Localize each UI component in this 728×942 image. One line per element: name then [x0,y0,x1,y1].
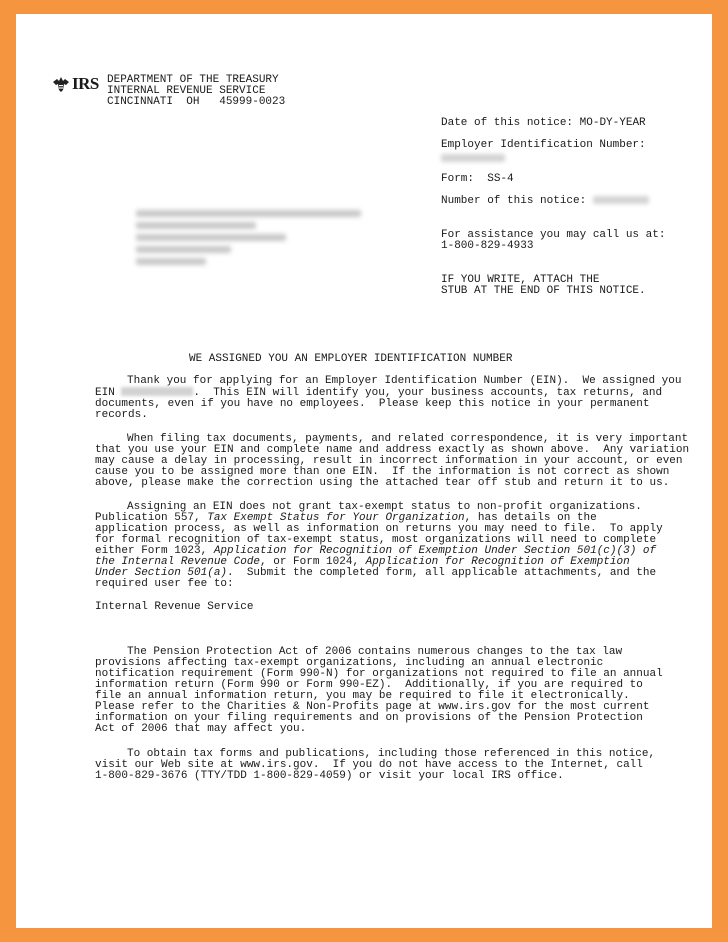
redacted-line [136,210,361,217]
form-line [441,174,514,185]
text-line: application process, as well as information on returns you may need to file. To apply [95,523,663,535]
text-line: Assigning an EIN does not grant tax-exempt status to non-profit organizations. [127,501,642,513]
ein-redacted [121,387,193,396]
text-line: The Pension Protection Act of 2006 contains numerous changes to the tax law [127,646,623,658]
eagle-icon [52,76,70,92]
text-run: Publication 557, [95,512,208,524]
text-run: . Submit the completed form, all applicable attachments, and the [227,567,657,579]
text-run: , or Form 1024, [260,556,366,568]
recipient-address-redacted [136,210,376,270]
text-line: 1-800-829-3676 (TTY/TDD 1-800-829-4059) or visit your local IRS office. [95,770,564,782]
assist-phone: 1-800-829-4933 [441,240,534,252]
text-line: required user fee to: [95,578,234,590]
notice-number-redacted [593,196,649,204]
logo-text: IRS [72,74,99,93]
agency-line: INTERNAL REVENUE SERVICE [107,85,266,97]
text-line: Act of 2006 that may affect you. [95,723,307,735]
agency-line: CINCINNATI OH 45999-0023 [107,96,286,108]
text-line: for formal recognition of tax-exempt status, most organizations will need to complete [95,534,657,546]
publication-title: Tax Exempt Status for Your Organization [207,512,465,524]
mailing-address [95,602,670,613]
form-value: SS-4 [487,173,514,185]
text-line: records. [95,409,148,421]
text-line: file an annual information return, you may be required to file it electronically. [95,690,630,702]
notice-page [16,14,712,928]
text-line: information return (Form 990 or Form 990-EZ). Additionally, if you are required to [95,679,643,691]
redacted-line [136,246,231,253]
form-label: Form: [441,173,475,185]
notice-date [441,118,646,129]
date-value: MO-DY-YEAR [579,117,646,129]
form-title: Application for Recognition of Exemption [365,556,630,568]
text-line: visit our Web site at www.irs.gov. If you do not have access to the Internet, call [95,759,643,771]
ein-sentence: . This EIN will identify you, your business accounts, tax returns, and [193,387,663,399]
text-line: provisions affecting tax-exempt organizations, including an annual electronic [95,657,604,669]
write-instruction: STUB AT THE END OF THIS NOTICE. [441,285,646,297]
form-title: Under Section 501(a) [95,567,228,579]
redacted-line [136,234,286,241]
text-line: Internal Revenue Service [95,601,254,613]
redacted-line [136,258,206,265]
paragraph-exempt-status [95,502,670,590]
irs-logo [52,74,104,96]
text-line: Please refer to the Charities & Non-Profits page at www.irs.gov for the most current [95,701,650,713]
text-line: may cause a delay in processing, result in incorrect information in your account, or even [95,455,683,467]
date-label: Date of this notice: [441,117,574,129]
text-run: either Form 1023, [95,545,214,557]
assist-label: For assistance you may call us at: [441,229,666,241]
text-line: When filing tax documents, payments, and related correspondence, it is very important [127,433,689,445]
ein-label: Employer Identification Number: [441,139,646,151]
agency-line: DEPARTMENT OF THE TREASURY [107,74,279,86]
text-line: cause you to be assigned more than one EIN. If the information is not correct as shown [95,466,670,478]
notice-number [441,196,649,207]
write-instruction: IF YOU WRITE, ATTACH THE [441,274,600,286]
text-line: that you use your EIN and complete name and address exactly as shown above. Any variation [95,444,690,456]
redacted-line [136,222,256,229]
letter-heading: WE ASSIGNED YOU AN EMPLOYER IDENTIFICATION NUMBER [189,353,513,365]
paragraph-thank-you [95,375,682,421]
paragraph-tax-forms [95,749,670,782]
text-line: information on your filing requirements and on provisions of the Pension Protection [95,712,643,724]
text-line: documents, even if you have no employees. Please keep this notice in your permanent [95,398,650,410]
text-line: To obtain tax forms and publications, including those referenced in this notice, [127,748,656,760]
text-line: Thank you for applying for an Employer Identification Number (EIN). We assigned you [127,375,682,387]
ein-prefix: EIN [95,387,115,399]
text-run: , has details on the [464,512,597,524]
text-line: notification requirement (Form 990-N) for organizations not required to file an annual [95,668,663,680]
ein-redacted [441,154,505,162]
form-title: Application for Recognition of Exemption Under Section 501(c)(3) of [213,545,657,557]
paragraph-filing [95,433,690,489]
form-title: the Internal Revenue Code [95,556,261,568]
paragraph-pension-act [95,647,670,735]
text-line: above, please make the correction using the attached tear off stub and return it to us. [95,477,670,489]
number-label: Number of this notice: [441,195,587,207]
agency-address [107,75,285,108]
